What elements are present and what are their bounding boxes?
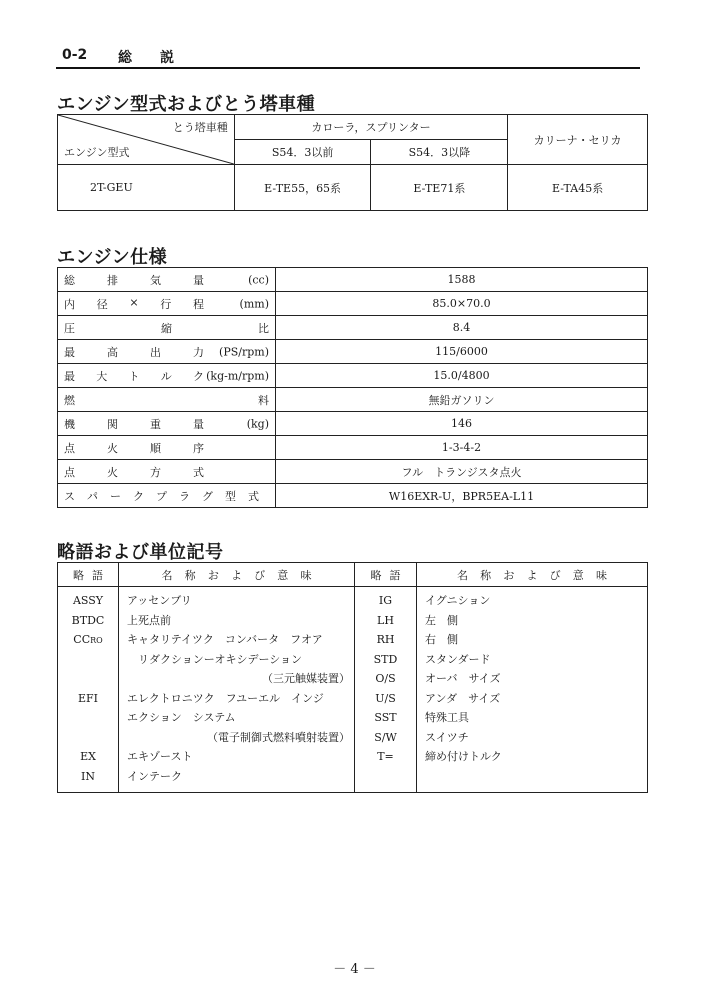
right-abbr-column <box>355 587 417 793</box>
spec-label-text <box>64 272 204 288</box>
spec-label-char: ル <box>160 369 172 383</box>
spec-label-char: 大 <box>96 369 108 383</box>
header-char: 語 <box>92 568 103 582</box>
abbr-item: SST <box>374 711 397 724</box>
spec-unit: (kg) <box>246 417 269 430</box>
abbr-item: EFI <box>77 691 98 705</box>
spec-label-char: 最 <box>64 345 75 359</box>
spec-label-char: 点 <box>64 465 75 479</box>
spec-label-text <box>64 320 269 336</box>
spec-label-text <box>64 464 204 480</box>
abbr-item: T= <box>377 750 394 763</box>
meaning-item: スタンダード <box>425 652 491 666</box>
spec-label-char: 関 <box>107 417 118 431</box>
spec-label-char: ク <box>193 369 204 383</box>
meaning-item: （電子制御式燃料噴射装置） <box>207 730 350 744</box>
spec-value: 8.4 <box>276 316 648 340</box>
header-char: 名 <box>457 568 468 582</box>
spec-row <box>58 364 648 388</box>
spec-value: 1-3-4-2 <box>276 436 648 460</box>
spec-value: 15.0/4800 <box>276 364 648 388</box>
header-char: 意 <box>572 568 584 582</box>
spec-row <box>58 292 648 316</box>
spec-label-char: 内 <box>64 297 75 311</box>
spec-label-char: 量 <box>193 273 204 287</box>
spec-label <box>58 268 276 292</box>
section1-title: エンジン型式およびとう塔車種 <box>57 94 316 115</box>
spec-label-text <box>64 440 204 456</box>
meaning-item: エキゾースト <box>127 750 193 763</box>
page-header <box>56 47 640 69</box>
spec-label-char: プ <box>156 489 167 503</box>
meaning-item: オーバ サイズ <box>425 672 501 685</box>
spec-label-char: ク <box>133 489 144 503</box>
header-char: 味 <box>300 568 312 582</box>
abbr-item: IN <box>81 769 95 783</box>
before-s54-header: S54．3以前 <box>234 140 371 165</box>
spec-unit: (PS/rpm) <box>219 345 269 358</box>
spec-row <box>58 460 648 484</box>
spec-label <box>58 340 276 364</box>
spec-row <box>58 268 648 292</box>
spec-unit: (cc) <box>248 273 269 286</box>
header-char: お <box>207 568 219 582</box>
spec-row <box>58 340 648 364</box>
spec-unit: (mm) <box>239 297 269 310</box>
abbr-item: ASSY <box>72 594 104 607</box>
spec-label-char: 火 <box>107 441 118 455</box>
abbr-item <box>58 650 118 670</box>
header-char: 名 <box>161 568 173 582</box>
meaning-item: リダクションーオキシデーション <box>127 652 303 666</box>
header-char: 略 <box>73 568 84 582</box>
meaning-item: キャタリテイツク コンバータ フオア <box>127 633 323 646</box>
right-meaning-column <box>417 587 648 793</box>
model-before: E-TE55，65系 <box>234 165 371 211</box>
spec-label-char: × <box>129 295 139 309</box>
meaning-item: 締め付けトルク <box>425 750 502 763</box>
spec-label-char: 径 <box>96 297 108 311</box>
header-char: 称 <box>480 568 492 582</box>
meaning-item: 上死点前 <box>127 613 171 627</box>
spec-label-char: 程 <box>192 297 204 311</box>
spec-unit: (kg-m/rpm) <box>206 369 269 382</box>
meaning-item: 右 側 <box>425 633 458 646</box>
engine-vehicle-table <box>57 114 648 211</box>
spec-label-text <box>64 344 204 360</box>
header-abbr-right <box>355 563 417 587</box>
spec-value: フル トランジスタ点火 <box>276 460 648 484</box>
abbr-item <box>58 708 118 728</box>
spec-label-char: 高 <box>107 345 118 359</box>
spec-label <box>58 388 276 412</box>
spec-label-char: 圧 <box>64 321 75 335</box>
abbr-subscript: RO <box>90 636 103 645</box>
meaning-item: エクション システム <box>127 711 236 724</box>
spec-label <box>58 484 276 508</box>
abbr-item: S/W <box>374 730 397 744</box>
spec-label <box>58 436 276 460</box>
left-abbr-column <box>58 587 119 793</box>
header-meaning-left <box>119 563 355 587</box>
spec-value: 115/6000 <box>276 340 648 364</box>
spec-row <box>58 388 648 412</box>
spec-label-char: 式 <box>248 489 259 503</box>
after-s54-header: S54．3以降 <box>371 140 508 165</box>
meaning-item: （三元触媒装置） <box>262 672 350 685</box>
abbr-item: BTDC <box>71 613 105 627</box>
abbr-item <box>58 669 118 689</box>
spec-label <box>58 292 276 316</box>
meaning-item: エレクトロニツク フユーエル インジ <box>127 691 324 705</box>
section-number: 0-2 <box>62 47 88 63</box>
left-meaning-column <box>119 587 355 793</box>
spec-label-char: 総 <box>64 273 75 287</box>
meaning-item: アンダ サイズ <box>425 691 501 705</box>
spec-label-char: 量 <box>193 417 204 431</box>
spec-row <box>58 412 648 436</box>
spec-row <box>58 316 648 340</box>
carina-celica-header: カリーナ・セリカ <box>508 115 648 165</box>
spec-label-char: 行 <box>160 297 172 311</box>
section3-title: 略語および単位記号 <box>57 542 224 563</box>
spec-value: 85.0×70.0 <box>276 292 648 316</box>
spec-label-char: 火 <box>107 465 118 479</box>
spec-row <box>58 436 648 460</box>
engine-type-label: エンジン型式 <box>64 146 130 159</box>
spec-value: W16EXR-U，BPR5EA-L11 <box>276 484 648 508</box>
abbr-item: STD <box>373 652 398 666</box>
abbr-item: O/S <box>375 672 396 685</box>
abbr-item: EX <box>80 750 96 763</box>
engine-model: 2T-GEU <box>58 165 235 211</box>
spec-label-text <box>64 392 269 408</box>
spec-label-text <box>64 488 259 504</box>
spec-label-char: 重 <box>150 417 161 431</box>
header-meaning-right <box>417 563 648 587</box>
header-char: 称 <box>184 568 196 582</box>
spec-label <box>58 364 276 388</box>
spec-label-char: 方 <box>150 465 161 479</box>
header-char: び <box>254 568 266 582</box>
diagonal-header-cell <box>58 115 235 165</box>
corolla-sprinter-header: カローラ，スプリンター <box>234 115 508 140</box>
spec-label-char: 力 <box>193 345 204 359</box>
abbr-item: U/S <box>375 691 396 705</box>
spec-label-char: ー <box>110 489 121 503</box>
header-char: 略 <box>370 568 382 582</box>
abbr-item: RH <box>376 633 395 646</box>
spec-label-char: 燃 <box>64 393 75 407</box>
spec-label-char: 出 <box>150 345 161 359</box>
spec-label-char: 気 <box>150 273 161 287</box>
spec-value: 146 <box>276 412 648 436</box>
spec-label-char: 型 <box>225 489 236 503</box>
spec-label-char: 機 <box>64 417 75 431</box>
spec-label-char: 料 <box>258 393 269 407</box>
abbreviation-table <box>57 562 648 793</box>
meaning-item: アッセンブリ <box>127 594 192 607</box>
header-char: よ <box>526 568 538 582</box>
spec-label-char: ト <box>128 369 140 383</box>
spec-label-char: 序 <box>193 441 204 455</box>
model-after: E-TE71系 <box>371 165 508 211</box>
spec-label <box>58 412 276 436</box>
spec-row <box>58 484 648 508</box>
abbr-item: LH <box>377 613 394 627</box>
section2-title: エンジン仕様 <box>57 247 168 268</box>
spec-label <box>58 316 276 340</box>
spec-label-char: 縮 <box>161 321 172 335</box>
model-carina: E-TA45系 <box>508 165 648 211</box>
spec-label-char: 最 <box>64 369 75 383</box>
spec-label-char: 排 <box>107 273 118 287</box>
spec-label-char: グ <box>202 489 213 503</box>
header-char: 味 <box>595 568 607 582</box>
engine-spec-table <box>57 267 648 508</box>
header-char: 意 <box>277 568 289 582</box>
spec-value: 無鉛ガソリン <box>276 388 648 412</box>
spec-label-char: 点 <box>64 441 75 455</box>
meaning-item: 特殊工具 <box>425 711 469 724</box>
header-title-2: 説 <box>160 50 174 66</box>
header-char: よ <box>230 568 242 582</box>
header-title-1: 総 <box>118 50 132 66</box>
spec-label-char: 順 <box>150 441 161 455</box>
header-char: 語 <box>389 568 401 582</box>
header-abbr-left <box>58 563 119 587</box>
meaning-item: スイツチ <box>425 730 469 744</box>
spec-label-char: 式 <box>193 465 204 479</box>
meaning-item: 左 側 <box>425 613 458 627</box>
spec-label-text <box>64 416 204 432</box>
meaning-item: インテーク <box>127 769 182 783</box>
vehicle-type-label: とう塔車種 <box>172 121 228 134</box>
meaning-item: イグニション <box>425 594 491 607</box>
header-char: お <box>503 568 515 582</box>
abbr-item: CCRO <box>73 633 103 646</box>
spec-label-char: パ <box>87 489 98 503</box>
spec-label-text <box>64 368 204 384</box>
spec-label-char: ス <box>64 489 75 503</box>
spec-label <box>58 460 276 484</box>
spec-label-char: 比 <box>258 321 269 335</box>
abbr-item <box>58 728 118 748</box>
spec-value: 1588 <box>276 268 648 292</box>
page-number: － 4 － <box>333 962 376 977</box>
spec-label-char: ラ <box>179 489 190 503</box>
header-char: び <box>549 568 561 582</box>
spec-label-text <box>64 296 204 312</box>
abbr-item: IG <box>378 594 393 607</box>
